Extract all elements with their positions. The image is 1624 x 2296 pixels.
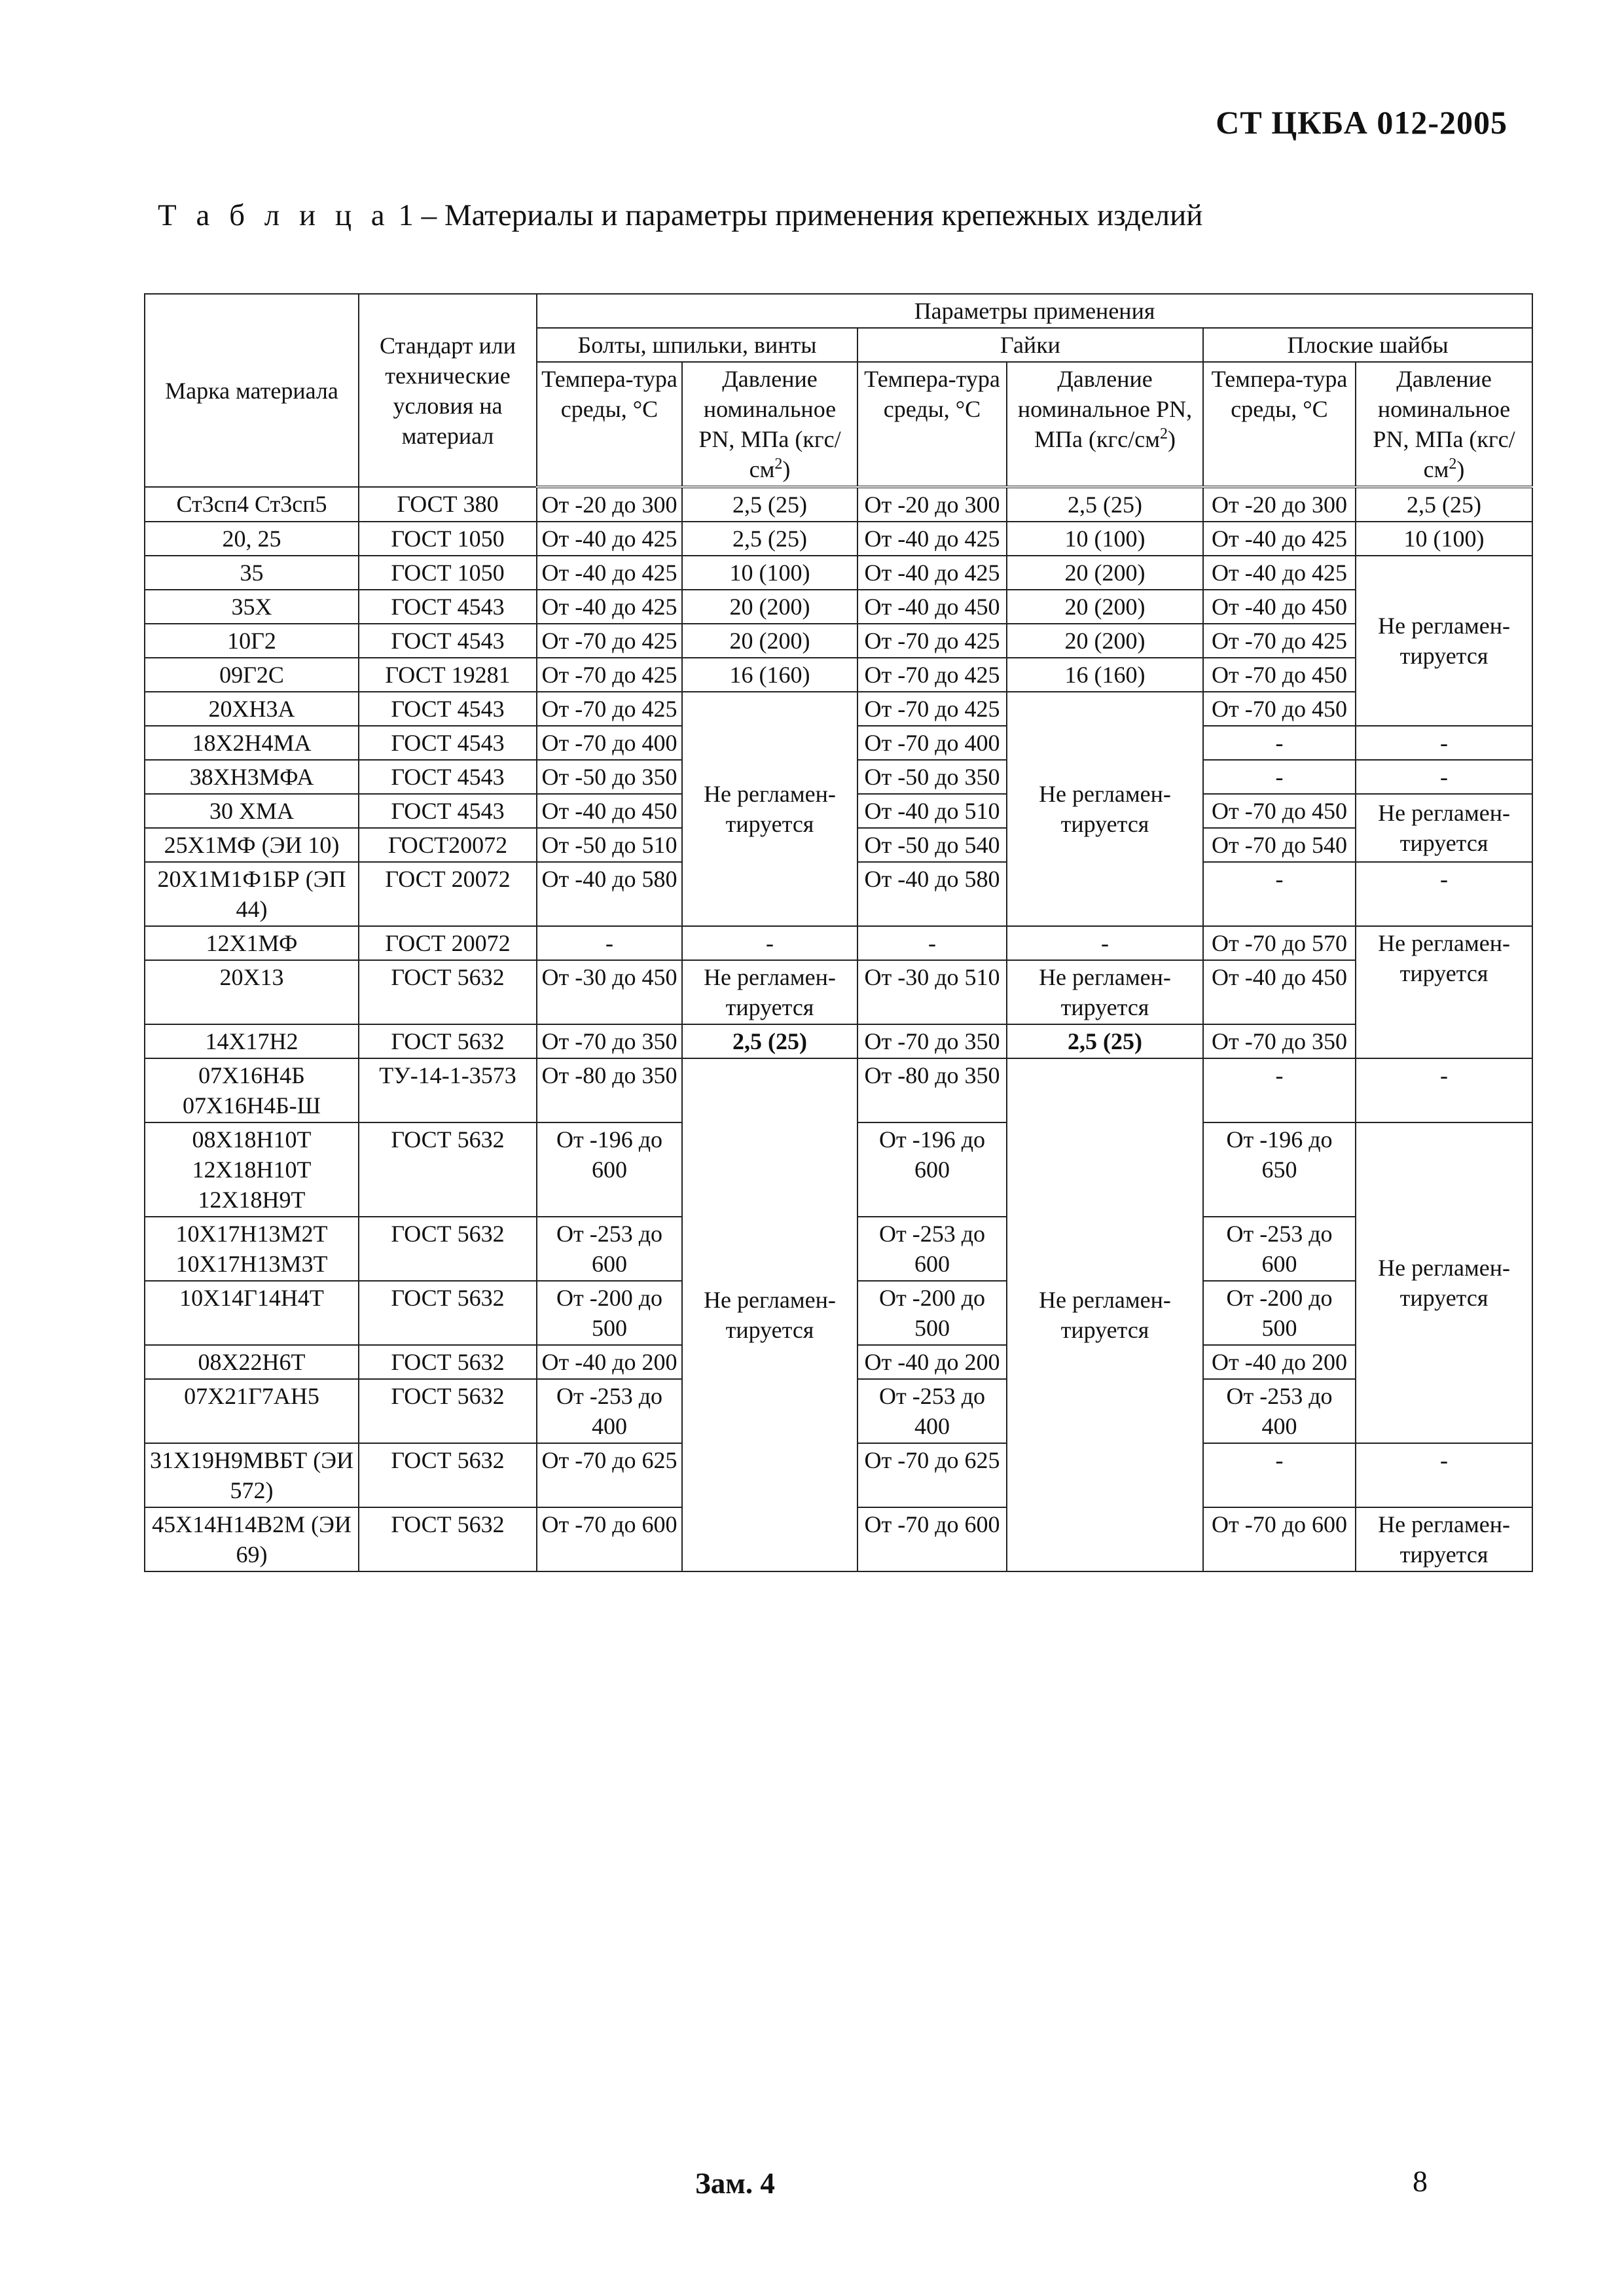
- washers-pressure-not-regulated: Не регламен-тируется: [1356, 1122, 1532, 1443]
- material-grade: 35: [145, 556, 359, 590]
- material-grade: 45Х14Н14В2М (ЭИ 69): [145, 1507, 359, 1571]
- bolts-pressure: Не регламен-тируется: [682, 960, 857, 1024]
- header-nuts: Гайки: [857, 328, 1203, 362]
- washers-temperature: От -200 до 500: [1203, 1281, 1356, 1345]
- bolts-temperature: От -50 до 510: [537, 828, 682, 862]
- material-standard: ГОСТ 5632: [359, 1507, 537, 1571]
- material-grade: 18Х2Н4МА: [145, 726, 359, 760]
- bolts-temperature: От -70 до 600: [537, 1507, 682, 1571]
- bolts-temperature: От -40 до 425: [537, 556, 682, 590]
- header-material: Марка материала: [145, 294, 359, 487]
- table-row: [145, 926, 1532, 960]
- material-standard: ГОСТ 5632: [359, 1379, 537, 1443]
- header-temperature: Темпера-тура среды, °С: [1203, 362, 1356, 487]
- bolts-pressure-not-regulated: Не регламен-тируется: [682, 692, 857, 926]
- bolts-temperature: От -20 до 300: [537, 487, 682, 522]
- bolts-temperature: От -70 до 350: [537, 1024, 682, 1058]
- bolts-pressure: 20 (200): [682, 624, 857, 658]
- header-pressure: Давление номинальное PN, МПа $(кгс/см^2)$: [1007, 362, 1203, 487]
- materials-table-container: [144, 293, 1532, 1572]
- bolts-temperature: -: [537, 926, 682, 960]
- bolts-temperature: От -40 до 450: [537, 794, 682, 828]
- material-grade: 10Х17Н13М2Т 10Х17Н13М3Т: [145, 1217, 359, 1281]
- bolts-temperature: От -80 до 350: [537, 1058, 682, 1122]
- header-pressure: Давление номинальное PN, МПа $(кгс/см^2)$: [1356, 362, 1532, 487]
- material-standard: ГОСТ 19281: [359, 658, 537, 692]
- header-params: Параметры применения: [537, 294, 1532, 328]
- washers-temperature: От -253 до 600: [1203, 1217, 1356, 1281]
- material-grade: 09Г2С: [145, 658, 359, 692]
- washers-pressure: 2,5 (25): [1356, 487, 1532, 522]
- header-temperature: Темпера-тура среды, °С: [537, 362, 682, 487]
- nuts-temperature: От -50 до 540: [857, 828, 1007, 862]
- nuts-temperature: От -80 до 350: [857, 1058, 1007, 1122]
- washers-pressure-not-regulated: Не регламен-тируется: [1356, 794, 1532, 862]
- washers-temperature: От -70 до 450: [1203, 794, 1356, 828]
- bolts-temperature: От -40 до 580: [537, 862, 682, 926]
- washers-temperature: От -40 до 450: [1203, 590, 1356, 624]
- material-standard: ГОСТ 5632: [359, 1122, 537, 1217]
- nuts-pressure: Не регламен-тируется: [1007, 960, 1203, 1024]
- material-standard: ГОСТ 5632: [359, 1024, 537, 1058]
- nuts-temperature: От -40 до 580: [857, 862, 1007, 926]
- nuts-temperature: От -40 до 425: [857, 522, 1007, 556]
- washers-temperature: От -40 до 450: [1203, 960, 1356, 1024]
- material-grade: 30 ХМА: [145, 794, 359, 828]
- nuts-temperature: От -70 до 425: [857, 624, 1007, 658]
- material-standard: ТУ-14-1-3573: [359, 1058, 537, 1122]
- washers-temperature: -: [1203, 862, 1356, 926]
- washers-pressure-not-regulated: Не регламен-тируется: [1356, 556, 1532, 726]
- material-standard: ГОСТ 5632: [359, 1345, 537, 1379]
- nuts-temperature: От -70 до 600: [857, 1507, 1007, 1571]
- material-grade: 20Х1М1Ф1БР (ЭП 44): [145, 862, 359, 926]
- table-caption-text: – Материалы и параметры применения крепежных изделий: [421, 198, 1203, 232]
- nuts-temperature: От -70 до 400: [857, 726, 1007, 760]
- washers-temperature: От -40 до 425: [1203, 556, 1356, 590]
- change-note: Зам. 4: [695, 2167, 775, 2200]
- table-caption-number: 1: [398, 198, 414, 232]
- bolts-temperature: От -30 до 450: [537, 960, 682, 1024]
- material-standard: ГОСТ 1050: [359, 556, 537, 590]
- bolts-temperature: От -70 до 625: [537, 1443, 682, 1507]
- material-standard: ГОСТ 1050: [359, 522, 537, 556]
- table-row: [145, 556, 1532, 590]
- washers-pressure-not-regulated: Не регламен-тируется: [1356, 926, 1532, 1058]
- material-grade: 08Х18Н10Т 12Х18Н10Т 12Х18Н9Т: [145, 1122, 359, 1217]
- material-grade: 07Х16Н4Б 07Х16Н4Б-Ш: [145, 1058, 359, 1122]
- bolts-temperature: От -253 до 600: [537, 1217, 682, 1281]
- material-grade: 07Х21Г7АН5: [145, 1379, 359, 1443]
- nuts-temperature: -: [857, 926, 1007, 960]
- nuts-temperature: От -40 до 450: [857, 590, 1007, 624]
- material-grade: 20, 25: [145, 522, 359, 556]
- material-standard: ГОСТ 4543: [359, 760, 537, 794]
- washers-temperature: От -70 до 540: [1203, 828, 1356, 862]
- header-standard: Стандарт или технические условия на материал: [359, 294, 537, 487]
- washers-temperature: От -70 до 450: [1203, 692, 1356, 726]
- material-standard: ГОСТ 5632: [359, 960, 537, 1024]
- table-row: [145, 960, 1532, 1024]
- nuts-pressure-not-regulated: Не регламен-тируется: [1007, 692, 1203, 926]
- washers-pressure: 10 (100): [1356, 522, 1532, 556]
- material-standard: ГОСТ 380: [359, 487, 537, 522]
- bolts-temperature: От -40 до 200: [537, 1345, 682, 1379]
- table-row: [145, 1024, 1532, 1058]
- washers-temperature: От -70 до 425: [1203, 624, 1356, 658]
- nuts-pressure: 2,5 (25): [1007, 1024, 1203, 1058]
- material-standard: ГОСТ 5632: [359, 1281, 537, 1345]
- nuts-pressure: 20 (200): [1007, 556, 1203, 590]
- nuts-pressure: 2,5 (25): [1007, 487, 1203, 522]
- table-row: [145, 692, 1532, 726]
- material-standard: ГОСТ 20072: [359, 862, 537, 926]
- material-standard: ГОСТ 4543: [359, 590, 537, 624]
- nuts-pressure-not-regulated: Не регламен-тируется: [1007, 1058, 1203, 1571]
- nuts-temperature: От -70 до 350: [857, 1024, 1007, 1058]
- washers-pressure: -: [1356, 726, 1532, 760]
- header-row: [145, 294, 1532, 328]
- materials-table: [144, 293, 1533, 1572]
- bolts-pressure: 2,5 (25): [682, 487, 857, 522]
- bolts-temperature: От -70 до 400: [537, 726, 682, 760]
- nuts-temperature: От -40 до 510: [857, 794, 1007, 828]
- nuts-pressure: 20 (200): [1007, 624, 1203, 658]
- nuts-temperature: От -70 до 625: [857, 1443, 1007, 1507]
- bolts-temperature: От -70 до 425: [537, 658, 682, 692]
- header-temperature: Темпера-тура среды, °С: [857, 362, 1007, 487]
- washers-pressure: -: [1356, 1443, 1532, 1507]
- washers-temperature: От -40 до 425: [1203, 522, 1356, 556]
- material-standard: ГОСТ 4543: [359, 692, 537, 726]
- washers-temperature: -: [1203, 1058, 1356, 1122]
- nuts-temperature: От -30 до 510: [857, 960, 1007, 1024]
- washers-pressure-not-regulated: Не регламен-тируется: [1356, 1507, 1532, 1571]
- washers-temperature: -: [1203, 760, 1356, 794]
- nuts-temperature: От -40 до 425: [857, 556, 1007, 590]
- washers-temperature: От -253 до 400: [1203, 1379, 1356, 1443]
- material-grade: 10Г2: [145, 624, 359, 658]
- material-grade: 31Х19Н9МВБТ (ЭИ 572): [145, 1443, 359, 1507]
- bolts-temperature: От -40 до 425: [537, 522, 682, 556]
- washers-temperature: От -196 до 650: [1203, 1122, 1356, 1217]
- washers-temperature: -: [1203, 1443, 1356, 1507]
- header-bolts: Болты, шпильки, винты: [537, 328, 857, 362]
- material-grade: 14Х17Н2: [145, 1024, 359, 1058]
- table-row: [145, 590, 1532, 624]
- material-standard: ГОСТ20072: [359, 828, 537, 862]
- page-number: 8: [1413, 2164, 1428, 2198]
- nuts-temperature: От -200 до 500: [857, 1281, 1007, 1345]
- nuts-temperature: От -50 до 350: [857, 760, 1007, 794]
- table-row: [145, 1058, 1532, 1122]
- material-grade: 08Х22Н6Т: [145, 1345, 359, 1379]
- washers-pressure: -: [1356, 1058, 1532, 1122]
- material-grade: 10Х14Г14Н4Т: [145, 1281, 359, 1345]
- washers-temperature: От -70 до 350: [1203, 1024, 1356, 1058]
- nuts-temperature: От -253 до 600: [857, 1217, 1007, 1281]
- nuts-temperature: От -70 до 425: [857, 658, 1007, 692]
- material-grade: Ст3сп4 Ст3сп5: [145, 487, 359, 522]
- material-grade: 20ХН3А: [145, 692, 359, 726]
- bolts-pressure: 20 (200): [682, 590, 857, 624]
- washers-pressure: -: [1356, 760, 1532, 794]
- material-standard: ГОСТ 20072: [359, 926, 537, 960]
- table-row: [145, 658, 1532, 692]
- material-grade: 38ХН3МФА: [145, 760, 359, 794]
- bolts-pressure: -: [682, 926, 857, 960]
- header-washers: Плоские шайбы: [1203, 328, 1532, 362]
- material-standard: ГОСТ 4543: [359, 794, 537, 828]
- washers-temperature: От -40 до 200: [1203, 1345, 1356, 1379]
- bolts-temperature: От -196 до 600: [537, 1122, 682, 1217]
- table-caption-prefix: Т а б л и ц а: [158, 198, 391, 232]
- bolts-pressure: 10 (100): [682, 556, 857, 590]
- material-standard: ГОСТ 4543: [359, 624, 537, 658]
- material-grade: 25Х1МФ (ЭИ 10): [145, 828, 359, 862]
- bolts-pressure: 2,5 (25): [682, 522, 857, 556]
- bolts-temperature: От -200 до 500: [537, 1281, 682, 1345]
- material-standard: ГОСТ 5632: [359, 1443, 537, 1507]
- nuts-pressure: 16 (160): [1007, 658, 1203, 692]
- material-grade: 20Х13: [145, 960, 359, 1024]
- washers-temperature: От -70 до 450: [1203, 658, 1356, 692]
- washers-temperature: От -70 до 570: [1203, 926, 1356, 960]
- nuts-temperature: От -196 до 600: [857, 1122, 1007, 1217]
- nuts-temperature: От -253 до 400: [857, 1379, 1007, 1443]
- bolts-pressure-not-regulated: Не регламен-тируется: [682, 1058, 857, 1571]
- material-grade: 12Х1МФ: [145, 926, 359, 960]
- material-standard: ГОСТ 5632: [359, 1217, 537, 1281]
- bolts-temperature: От -70 до 425: [537, 692, 682, 726]
- washers-temperature: От -70 до 600: [1203, 1507, 1356, 1571]
- bolts-pressure: 16 (160): [682, 658, 857, 692]
- table-row: [145, 522, 1532, 556]
- header-pressure: Давление номинальное PN, МПа $(кгс/см^2)$: [682, 362, 857, 487]
- nuts-pressure: -: [1007, 926, 1203, 960]
- table-row: [145, 487, 1532, 522]
- nuts-pressure: 20 (200): [1007, 590, 1203, 624]
- bolts-temperature: От -253 до 400: [537, 1379, 682, 1443]
- nuts-pressure: 10 (100): [1007, 522, 1203, 556]
- nuts-temperature: От -40 до 200: [857, 1345, 1007, 1379]
- material-grade: 35Х: [145, 590, 359, 624]
- table-row: [145, 624, 1532, 658]
- bolts-temperature: От -40 до 425: [537, 590, 682, 624]
- table-caption: [158, 198, 1202, 233]
- document-code: СТ ЦКБА 012-2005: [1216, 104, 1507, 141]
- washers-temperature: От -20 до 300: [1203, 487, 1356, 522]
- material-standard: ГОСТ 4543: [359, 726, 537, 760]
- bolts-pressure: 2,5 (25): [682, 1024, 857, 1058]
- nuts-temperature: От -20 до 300: [857, 487, 1007, 522]
- washers-temperature: -: [1203, 726, 1356, 760]
- washers-pressure: -: [1356, 862, 1532, 926]
- bolts-temperature: От -50 до 350: [537, 760, 682, 794]
- bolts-temperature: От -70 до 425: [537, 624, 682, 658]
- nuts-temperature: От -70 до 425: [857, 692, 1007, 726]
